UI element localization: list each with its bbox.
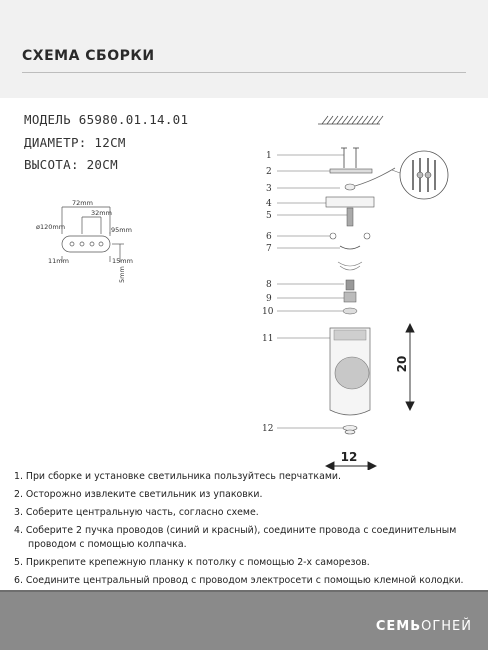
instruction-item: 2. Осторожно извлеките светильник из упаковки. [14,489,263,500]
dim-95-label: 95mm [111,226,132,234]
dim-32-label: 32mm [91,209,112,217]
assembly-drawing [0,98,488,470]
stem [347,208,353,226]
nuts [330,233,370,239]
footer [0,590,488,650]
wire-coil [338,262,362,270]
height-label: ВЫСОТА: 20СМ [24,157,118,172]
dim-15-label: 15mm [112,257,133,265]
part-number-8: 8 [266,280,272,290]
canopy [326,197,374,207]
height-value: 20 [395,355,409,373]
lamp-socket [346,280,354,290]
part-number-11: 11 [262,334,274,344]
part-number-6: 6 [266,232,272,242]
part-number-12: 12 [262,424,274,434]
part-number-1: 1 [266,151,272,161]
bulb-holder [343,308,357,314]
instruction-item: 4. Соберите 2 пучка проводов (синий и красный), соедините провода с соединительным [14,525,457,536]
instruction-item: 1. При сборке и установке светильника пользуйтесь перчатками. [14,471,341,482]
plate-hole [70,242,74,246]
bulb-cap [343,426,357,435]
model-label: МОДЕЛЬ 65980.01.14.01 [24,112,189,127]
dim-72-label: 72mm [72,199,93,207]
part-number-5: 5 [266,211,272,221]
plate-hole [80,242,84,246]
mounting-bar [330,169,372,173]
footer-divider [0,590,488,592]
plate-hole [99,242,103,246]
header [0,0,488,98]
page-title: СХЕМА СБОРКИ [22,48,155,64]
part-number-2: 2 [266,167,272,177]
dim-120-label: ø120mm [36,223,66,231]
instruction-item: 5. Прикрепите крепежную планку к потолку с помощью 2-х саморезов. [14,557,370,568]
instruction-list [14,470,482,592]
diameter-label: ДИАМЕТР: 12СМ [24,135,126,150]
width-value: 12 [340,450,358,464]
ceiling-hatch [318,116,383,124]
plate-hole [90,242,94,246]
brand-light: ОГНЕЙ [421,619,472,634]
dim-11-label: 11mm [48,257,69,265]
wiring-detail-magnifier [392,151,448,199]
screws [341,148,359,168]
instruction-item: 6. Соедините центральный провод с проводом электросети с помощью клемной колодки. [14,575,464,586]
part-number-7: 7 [266,244,272,254]
socket-ring [344,292,356,302]
instruction-item: 3. Соберите центральную часть, согласно схеме. [14,507,259,518]
part-number-4: 4 [266,199,272,209]
brand-logo [376,619,472,634]
brand-bold: СЕМЬ [375,619,422,634]
header-divider [22,72,466,73]
instruction-item: проводом с помощью колпачка. [28,539,187,550]
decorative-cup [340,246,360,249]
part-number-9: 9 [266,294,272,304]
lamp-shade [330,328,370,415]
part-number-10: 10 [262,307,274,317]
part-number-3: 3 [266,184,272,194]
dim-5-label: 5mm [118,266,126,283]
